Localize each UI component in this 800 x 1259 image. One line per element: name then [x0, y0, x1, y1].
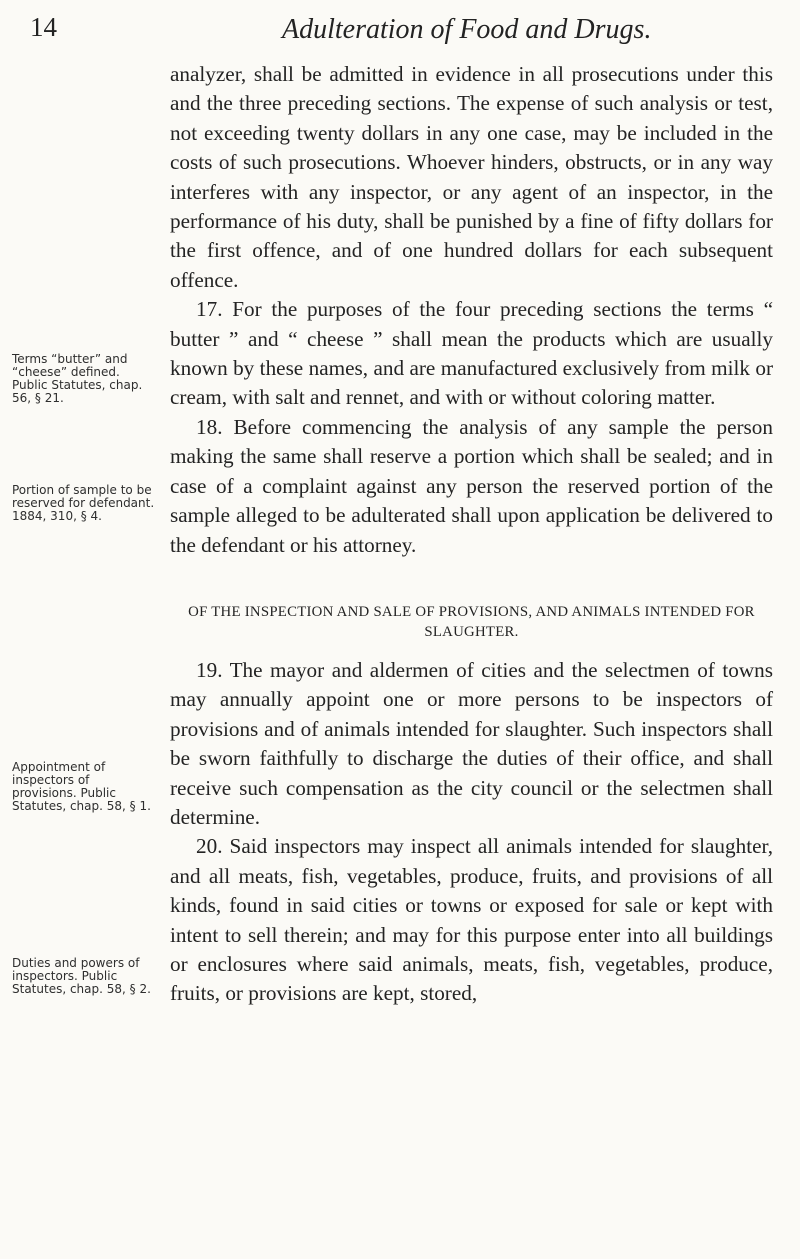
margin-note-17: Terms “butter” and “cheese” defined. Public Statutes, chap. 56, § 21.	[12, 352, 143, 405]
margin-note-19: Appointment of inspectors of provisions. Public Statutes, chap. 58, § 1.	[12, 760, 151, 813]
margin-note-20: Duties and powers of inspectors. Public Statutes, chap. 58, § 2.	[12, 956, 151, 996]
paragraph-continuation: analyzer, shall be admitted in evidence in all prosecutions under this and the three preceding sections. The expense of such analysis or test, not exceeding twenty dollars in any one case, may be included in the costs of such prosecutions. Whoever hinders, obstructs, or in any way interferes with any inspector, or any agent of an inspector, in the performance of his duty, shall be punished by a fine of fifty dollars for the first offence, and of one hundred dollars for each subsequent offence.	[170, 62, 773, 292]
margin-note-18: Portion of sample to be reserved for defendant. 1884, 310, § 4.	[12, 483, 155, 523]
body-text	[170, 60, 773, 1009]
section-19: 19. The mayor and aldermen of cities and the selectmen of towns may annually appoint one or more persons to be inspectors of provisions and of animals intended for slaughter. Such inspectors shall be sworn faithfully to discharge the duties of their office, and shall receive such compensation as the city council or the selectmen shall determine.	[170, 657, 773, 829]
page-number: 14	[30, 12, 57, 42]
section-20: 20. Said inspectors may inspect all animals intended for slaughter, and all meats, fish, vegetables, produce, fruits, and provisions of all kinds, found in said cities or towns or exposed for sale or kept with intent to sell therein; and may for this purpose enter into all buildings or enclosures where said animals, meats, fish, vegetables, produce, fruits, or provisions are kept, stored,	[170, 834, 773, 1006]
section-17: 17. For the purposes of the four preceding sections the terms “ butter ” and “ cheese ” shall mean the products which are usually known by these names, and are manufactured exclusively from milk or cream, with salt and rennet, and with or without coloring matter.	[170, 297, 773, 410]
running-title: Adulteration of Food and Drugs.	[282, 14, 652, 45]
section-heading: OF THE INSPECTION AND SALE OF PROVISIONS, AND ANIMALS INTENDED FOR SLAUGHTER.	[188, 603, 755, 640]
section-18: 18. Before commencing the analysis of any sample the person making the same shall reserve a portion which shall be sealed; and in case of a complaint against any person the reserved portion of the sample alleged to be adulterated shall upon application be delivered to the defendant or his attorney.	[170, 414, 773, 557]
